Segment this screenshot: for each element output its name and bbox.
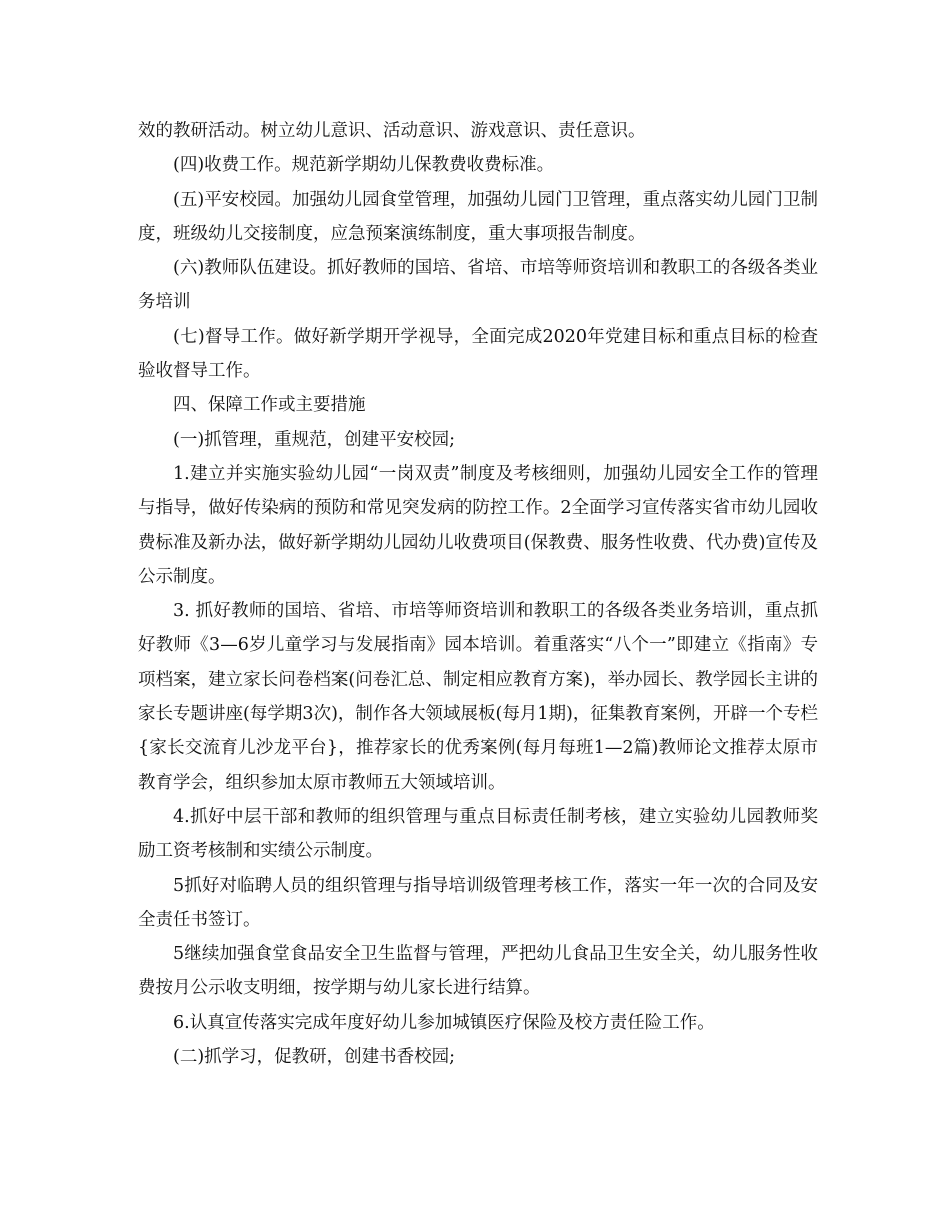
paragraph-0: 效的教研活动。树立幼儿意识、活动意识、游戏意识、责任意识。 xyxy=(138,121,646,141)
paragraph-11: 5继续加强食堂食品安全卫生监督与管理，严把幼儿食品卫生安全关，幼儿服务性收费按月公示收支明细，按学期与幼儿家长进行结算。 xyxy=(138,944,818,999)
paragraph-9: 4.抓好中层干部和教师的组织管理与重点目标责任制考核，建立实验幼儿园教师奖励工资考核制和实绩公示制度。 xyxy=(138,806,818,862)
paragraph-8: 3. 抓好教师的国培、省培、市培等师资培训和教职工的各级各类业务培训，重点抓好教师《3—6岁儿童学习与发展指南》园本培训。着重落实“八个一”即建立《指南》专项档案，建立家长问卷档案(问卷汇总、制定相应教育方案)，举办园长、教学园长主讲的家长专题讲座(每学期3次)，制作各大领域展板(每月1期)，征集教育案例，开辟一个专栏{家长交流育儿沙龙平台}，推荐家长的优秀案例(每月每班1—2篇)教师论文推荐太原市教育学会，组织参加太原市教师五大领域培训。 xyxy=(138,601,818,793)
paragraph-7: 1.建立并实施实验幼儿园“一岗双责”制度及考核细则，加强幼儿园安全工作的管理与指导，做好传染病的预防和常见突发病的防控工作。2全面学习宣传落实省市幼儿园收费标准及新办法，做好新学期幼儿园幼儿收费项目(保教费、服务性收费、代办费)宣传及公示制度。 xyxy=(138,463,818,587)
document-body xyxy=(138,114,818,1074)
paragraph-10: 5抓好对临聘人员的组织管理与指导培训级管理考核工作，落实一年一次的合同及安全责任书签订。 xyxy=(138,875,818,930)
paragraph-1: (四)收费工作。规范新学期幼儿保教费收费标准。 xyxy=(173,155,555,176)
section-heading-4: 四、保障工作或主要措施 xyxy=(173,395,366,416)
subsection-heading-1: (一)抓管理，重规范，创建平安校园; xyxy=(173,429,456,450)
paragraph-2: (五)平安校园。加强幼儿园食堂管理，加强幼儿园门卫管理，重点落实幼儿园门卫制度，班级幼儿交接制度，应急预案演练制度，重大事项报告制度。 xyxy=(138,189,818,244)
paragraph-3: (六)教师队伍建设。抓好教师的国培、省培、市培等师资培训和教职工的各级各类业务培训 xyxy=(138,258,818,313)
subsection-heading-2: (二)抓学习，促教研，创建书香校园; xyxy=(173,1047,456,1068)
paragraph-4: (七)督导工作。做好新学期开学视导，全面完成2020年党建目标和重点目标的检查验收督导工作。 xyxy=(138,326,818,382)
paragraph-12: 6.认真宣传落实完成年度好幼儿参加城镇医疗保险及校方责任险工作。 xyxy=(173,1012,715,1033)
